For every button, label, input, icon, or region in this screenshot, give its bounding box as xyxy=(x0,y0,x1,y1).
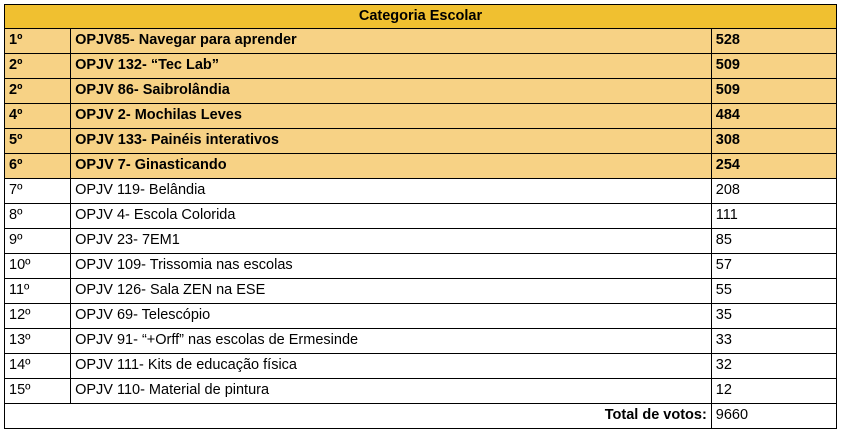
row-rank: 10º xyxy=(5,254,71,279)
row-project-name: OPJV 23- 7EM1 xyxy=(71,229,712,254)
row-rank: 12º xyxy=(5,304,71,329)
row-rank: 9º xyxy=(5,229,71,254)
row-votes: 308 xyxy=(711,129,836,154)
table-row xyxy=(5,79,837,104)
row-rank: 2º xyxy=(5,79,71,104)
table-row xyxy=(5,229,837,254)
row-rank: 15º xyxy=(5,379,71,404)
table-row xyxy=(5,379,837,404)
row-project-name: OPJV 119- Belândia xyxy=(71,179,712,204)
vote-results-table xyxy=(4,4,837,429)
row-rank: 1º xyxy=(5,29,71,54)
row-rank: 4º xyxy=(5,104,71,129)
row-rank: 14º xyxy=(5,354,71,379)
table-row xyxy=(5,329,837,354)
row-votes: 254 xyxy=(711,154,836,179)
table-row xyxy=(5,354,837,379)
row-project-name: OPJV 4- Escola Colorida xyxy=(71,204,712,229)
table-title-row xyxy=(5,5,837,29)
table-row xyxy=(5,29,837,54)
row-votes: 12 xyxy=(711,379,836,404)
row-project-name: OPJV 132- “Tec Lab” xyxy=(71,54,712,79)
row-rank: 6º xyxy=(5,154,71,179)
page-title: Categoria Escolar xyxy=(5,5,837,29)
total-label: Total de votos: xyxy=(5,404,712,429)
row-votes: 509 xyxy=(711,54,836,79)
total-row xyxy=(5,404,837,429)
row-rank: 7º xyxy=(5,179,71,204)
row-project-name: OPJV 2- Mochilas Leves xyxy=(71,104,712,129)
table-row xyxy=(5,204,837,229)
row-project-name: OPJV 91- “+Orff” nas escolas de Ermesinde xyxy=(71,329,712,354)
table-row xyxy=(5,104,837,129)
table-body xyxy=(5,5,837,429)
row-votes: 111 xyxy=(711,204,836,229)
row-rank: 2º xyxy=(5,54,71,79)
row-rank: 5º xyxy=(5,129,71,154)
row-rank: 8º xyxy=(5,204,71,229)
row-project-name: OPJV 110- Material de pintura xyxy=(71,379,712,404)
row-project-name: OPJV 111- Kits de educação física xyxy=(71,354,712,379)
row-votes: 55 xyxy=(711,279,836,304)
table-row xyxy=(5,279,837,304)
table-row xyxy=(5,129,837,154)
row-project-name: OPJV 86- Saibrolândia xyxy=(71,79,712,104)
row-votes: 35 xyxy=(711,304,836,329)
table-row xyxy=(5,154,837,179)
row-votes: 33 xyxy=(711,329,836,354)
table-row xyxy=(5,179,837,204)
row-project-name: OPJV 69- Telescópio xyxy=(71,304,712,329)
row-rank: 13º xyxy=(5,329,71,354)
row-project-name: OPJV 133- Painéis interativos xyxy=(71,129,712,154)
row-votes: 509 xyxy=(711,79,836,104)
row-votes: 528 xyxy=(711,29,836,54)
row-rank: 11º xyxy=(5,279,71,304)
row-votes: 57 xyxy=(711,254,836,279)
row-votes: 208 xyxy=(711,179,836,204)
row-project-name: OPJV 7- Ginasticando xyxy=(71,154,712,179)
row-votes: 484 xyxy=(711,104,836,129)
row-project-name: OPJV 126- Sala ZEN na ESE xyxy=(71,279,712,304)
row-votes: 32 xyxy=(711,354,836,379)
row-votes: 85 xyxy=(711,229,836,254)
total-votes: 9660 xyxy=(711,404,836,429)
row-project-name: OPJV85- Navegar para aprender xyxy=(71,29,712,54)
table-row xyxy=(5,304,837,329)
row-project-name: OPJV 109- Trissomia nas escolas xyxy=(71,254,712,279)
table-row xyxy=(5,54,837,79)
table-row xyxy=(5,254,837,279)
